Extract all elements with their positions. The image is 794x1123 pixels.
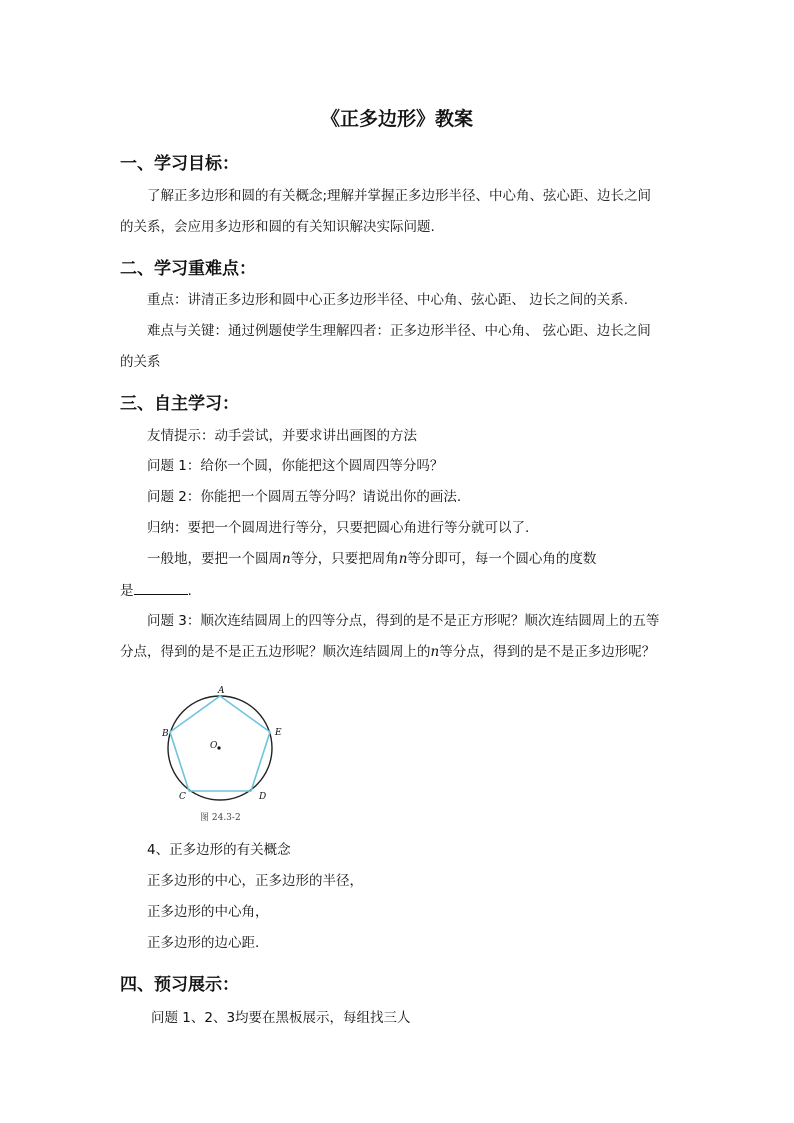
vertex-label-d: D: [259, 792, 267, 802]
vertex-label-e: E: [275, 728, 282, 738]
q3-text-a: 分点，得到的是不是正五边形呢？顺次连结圆周上的: [120, 644, 431, 660]
answer-line: [120, 580, 192, 601]
general-text-c: 等分即可，每一个圆心角的度数: [407, 551, 597, 567]
answer-period: .: [187, 583, 192, 599]
center-point: [217, 746, 220, 749]
general-statement: [147, 549, 596, 569]
concepts-title: 4、正多边形的有关概念: [147, 842, 291, 858]
question-3-line-2: [120, 642, 655, 662]
concept-2: 正多边形的中心角，: [147, 904, 269, 920]
summary: 归纳：要把一个圆周进行等分，只要把圆心角进行等分就可以了.: [147, 520, 530, 536]
general-text-b: 等分，只要把周角: [290, 551, 399, 567]
figure-caption: 图 24.3-2: [200, 813, 241, 823]
concept-1: 正多边形的中心，正多边形的半径，: [147, 873, 363, 889]
key-point-difficulty-line-1: 难点与关键：通过例题使学生理解四者：正多边形半径、中心角、 弦心距、边长之间: [147, 323, 651, 339]
answer-label: 是: [120, 583, 134, 599]
pentagon-figure: [162, 682, 292, 827]
objectives-line-2: 的关系，会应用多边形和圆的有关知识解决实际问题.: [120, 219, 435, 235]
question-1: 问题 1：给你一个圆，你能把这个圆周四等分吗？: [147, 458, 444, 474]
preview-text: 问题 1、2、3均要在黑板展示，每组找三人: [151, 1010, 411, 1026]
q3-text-b: 等分点，得到的是不是正多边形呢？: [439, 644, 656, 660]
center-label-o: O: [210, 741, 218, 751]
vertex-label-c: C: [179, 792, 186, 802]
general-text-a: 一般地，要把一个圆周: [147, 551, 282, 567]
vertex-label-b: B: [162, 729, 169, 739]
question-2: 问题 2：你能把一个圆周五等分吗？请说出你的画法.: [147, 489, 462, 505]
page-title: 《正多边形》教案: [320, 108, 473, 130]
concept-3: 正多边形的边心距.: [147, 935, 260, 951]
section-heading-self-study: 三、自主学习：: [120, 394, 239, 414]
vertex-label-a: A: [218, 686, 225, 696]
objectives-line-1: 了解正多边形和圆的有关概念;理解并掌握正多边形半径、中心角、弦心距、边长之间: [147, 188, 652, 204]
section-heading-objectives: 一、学习目标：: [120, 154, 239, 174]
question-3-line-1: 问题 3：顺次连结圆周上的四等分点，得到的是不是正方形呢？顺次连结圆周上的五等: [147, 613, 660, 629]
variable-n: n: [430, 644, 440, 660]
key-point-difficulty-line-2: 的关系: [120, 354, 161, 370]
inscribed-pentagon-diagram: [162, 682, 292, 827]
section-heading-key-points: 二、学习重难点：: [120, 259, 256, 279]
answer-blank[interactable]: [134, 580, 188, 595]
section-heading-preview: 四、预习展示：: [120, 975, 239, 995]
variable-n: n: [282, 551, 291, 567]
key-point-focus: 重点：讲清正多边形和圆中心正多边形半径、中心角、弦心距、 边长之间的关系.: [147, 292, 629, 308]
self-study-tip: 友情提示：动手尝试，并要求讲出画图的方法: [147, 428, 417, 444]
variable-n: n: [398, 551, 408, 567]
